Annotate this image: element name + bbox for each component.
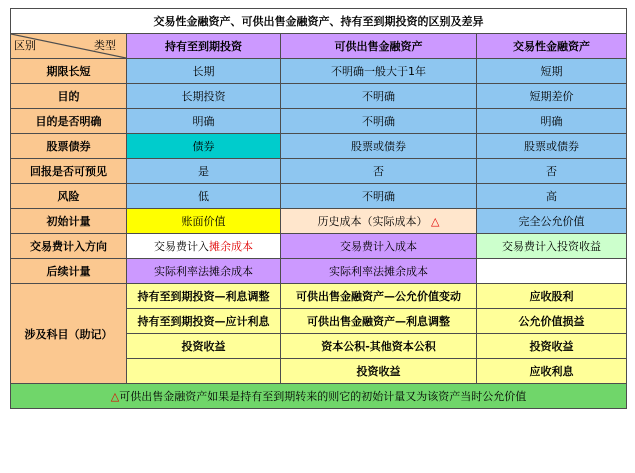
triangle-mark-icon: △ xyxy=(110,390,120,403)
table-cell: 实际利率法摊余成本 xyxy=(281,259,477,284)
table-cell xyxy=(281,209,477,234)
row-label: 目的是否明确 xyxy=(11,109,127,134)
table-row xyxy=(11,184,627,209)
table-cell: 实际利率法摊余成本 xyxy=(127,259,281,284)
table-cell: 短期 xyxy=(477,59,627,84)
table-cell: 低 xyxy=(127,184,281,209)
table-cell: 投资收益 xyxy=(127,334,281,359)
table-cell: 股票或债券 xyxy=(477,134,627,159)
table-cell xyxy=(477,259,627,284)
table-row xyxy=(11,234,627,259)
cell-text-highlight: 摊余成本 xyxy=(209,240,253,253)
table-cell: 长期 xyxy=(127,59,281,84)
table-cell: 否 xyxy=(477,159,627,184)
table-cell: 应收利息 xyxy=(477,359,627,384)
table-cell: 交易费计入成本 xyxy=(281,234,477,259)
cell-text: 历史成本（实际成本） xyxy=(317,215,428,228)
column-header-available-for-sale: 可供出售金融资产 xyxy=(281,34,477,59)
table-cell: 不明确 xyxy=(281,109,477,134)
table-cell: 交易费计入投资收益 xyxy=(477,234,627,259)
table-cell: 短期差价 xyxy=(477,84,627,109)
corner-label-difference: 区别 xyxy=(14,39,36,52)
table-row xyxy=(11,209,627,234)
table-cell: 高 xyxy=(477,184,627,209)
comparison-table xyxy=(10,8,627,409)
corner-label-type: 类型 xyxy=(94,39,116,52)
row-label: 交易费计入方向 xyxy=(11,234,127,259)
triangle-mark-icon: △ xyxy=(431,215,440,228)
table-cell: 完全公允价值 xyxy=(477,209,627,234)
table-cell: 可供出售金融资产—公允价值变动 xyxy=(281,284,477,309)
row-label: 期限长短 xyxy=(11,59,127,84)
table-cell: 明确 xyxy=(127,109,281,134)
table-cell: 持有至到期投资—利息调整 xyxy=(127,284,281,309)
row-label: 股票债券 xyxy=(11,134,127,159)
table-row xyxy=(11,134,627,159)
row-label: 初始计量 xyxy=(11,209,127,234)
table-cell: 长期投资 xyxy=(127,84,281,109)
cell-text: 交易费计入 xyxy=(154,240,209,253)
row-label-subjects: 涉及科目（助记） xyxy=(11,284,127,384)
table-cell: 不明确 xyxy=(281,84,477,109)
row-label: 后续计量 xyxy=(11,259,127,284)
row-label: 回报是否可预见 xyxy=(11,159,127,184)
table-row xyxy=(11,109,627,134)
table-cell: 否 xyxy=(281,159,477,184)
table-title: 交易性金融资产、可供出售金融资产、持有至到期投资的区别及差异 xyxy=(11,9,627,34)
column-header-held-to-maturity: 持有至到期投资 xyxy=(127,34,281,59)
table-cell xyxy=(127,359,281,384)
table-cell: 不明确一般大于1年 xyxy=(281,59,477,84)
footnote-text: 可供出售金融资产如果是持有至到期转来的则它的初始计量又为该资产当时公允价值 xyxy=(119,390,527,403)
table-row xyxy=(11,59,627,84)
table-cell: 债券 xyxy=(127,134,281,159)
corner-header-cell xyxy=(11,34,127,59)
footnote xyxy=(11,384,627,409)
table-row xyxy=(11,84,627,109)
table-cell xyxy=(127,234,281,259)
table-cell: 明确 xyxy=(477,109,627,134)
row-label: 风险 xyxy=(11,184,127,209)
table-cell: 可供出售金融资产—利息调整 xyxy=(281,309,477,334)
table-cell: 应收股利 xyxy=(477,284,627,309)
table-row xyxy=(11,159,627,184)
table-cell: 公允价值损益 xyxy=(477,309,627,334)
comparison-sheet xyxy=(10,8,626,464)
table-row xyxy=(11,284,627,309)
table-row xyxy=(11,259,627,284)
column-header-trading: 交易性金融资产 xyxy=(477,34,627,59)
table-cell: 是 xyxy=(127,159,281,184)
table-cell: 不明确 xyxy=(281,184,477,209)
table-cell: 投资收益 xyxy=(477,334,627,359)
table-cell: 持有至到期投资—应计利息 xyxy=(127,309,281,334)
table-cell: 股票或债券 xyxy=(281,134,477,159)
row-label: 目的 xyxy=(11,84,127,109)
table-cell: 账面价值 xyxy=(127,209,281,234)
table-cell: 资本公积-其他资本公积 xyxy=(281,334,477,359)
table-cell: 投资收益 xyxy=(281,359,477,384)
